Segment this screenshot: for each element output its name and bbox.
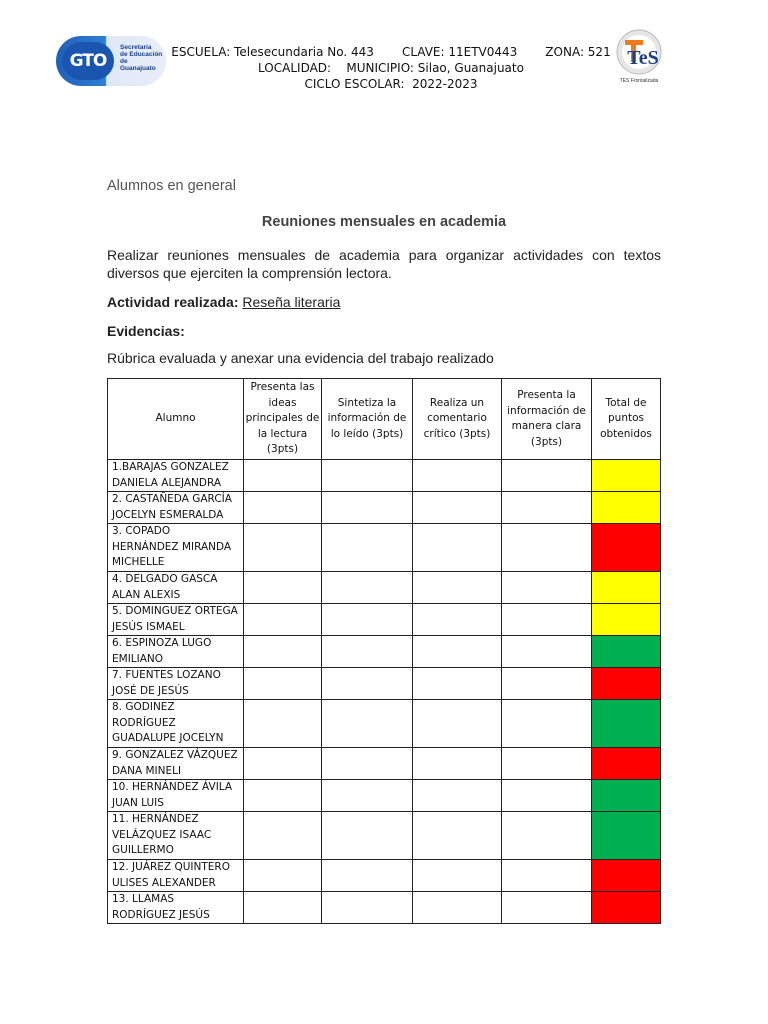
total-status-cell [592,636,661,668]
student-name-cell: 5. DOMINGUEZ ORTEGA JESÚS ISMAEL [108,604,244,636]
score-comentario-cell [413,524,502,572]
table-row [108,460,661,492]
school-key: CLAVE: 11ETV0443 [401,45,518,59]
score-presenta-cell [502,636,592,668]
score-presenta-cell [502,492,592,524]
table-row [108,812,661,860]
score-presenta-cell [502,860,592,892]
header-presenta-informacion: Presenta la información de manera clara (3pts) [502,379,592,460]
table-row [108,668,661,700]
total-status-cell [592,892,661,924]
gto-seg-logo [56,36,166,86]
score-ideas-cell [244,492,322,524]
student-name-cell: 11. HERNÁNDEZ VELÁZQUEZ ISAAC GUILLERMO [108,812,244,860]
header-alumno: Alumno [108,379,244,460]
table-row [108,604,661,636]
score-comentario-cell [413,492,502,524]
score-sintetiza-cell [322,604,413,636]
total-status-cell [592,668,661,700]
score-presenta-cell [502,572,592,604]
score-comentario-cell [413,812,502,860]
score-ideas-cell [244,524,322,572]
score-ideas-cell [244,636,322,668]
activity-value: Reseña literaria [242,294,341,310]
total-status-cell [592,812,661,860]
total-status-cell [592,492,661,524]
school-zone: ZONA: 521 [545,45,611,59]
total-status-cell [592,460,661,492]
student-name-cell: 13. LLAMAS RODRÍGUEZ JESÚS [108,892,244,924]
total-status-cell [592,780,661,812]
rubric-table [107,378,661,924]
score-sintetiza-cell [322,860,413,892]
score-ideas-cell [244,700,322,748]
table-row [108,492,661,524]
gto-logo-text: Secretaría de Educación de Guanajuato [120,44,163,72]
activity-line [107,294,340,310]
header-sintetiza: Sintetiza la información de lo leído (3pts) [322,379,413,460]
table-header-row [108,379,661,460]
score-presenta-cell [502,892,592,924]
total-status-cell [592,860,661,892]
total-status-cell [592,748,661,780]
page-title: Reuniones mensuales en academia [261,214,507,230]
score-sintetiza-cell [322,572,413,604]
score-comentario-cell [413,892,502,924]
score-sintetiza-cell [322,780,413,812]
score-comentario-cell [413,860,502,892]
score-ideas-cell [244,748,322,780]
score-comentario-cell [413,460,502,492]
score-presenta-cell [502,748,592,780]
table-row [108,892,661,924]
score-ideas-cell [244,460,322,492]
total-status-cell [592,700,661,748]
student-name-cell: 4. DELGADO GASCA ALAN ALEXIS [108,572,244,604]
student-name-cell: 2. CASTAÑEDA GARCÍA JOCELYN ESMERALDA [108,492,244,524]
table-row [108,860,661,892]
score-presenta-cell [502,780,592,812]
total-status-cell [592,604,661,636]
rubric-note: Rúbrica evaluada y anexar una evidencia del trabajo realizado [107,350,494,366]
score-comentario-cell [413,572,502,604]
header-ideas-principales: Presenta las ideas principales de la lectura (3pts) [244,379,322,460]
score-presenta-cell [502,812,592,860]
score-comentario-cell [413,700,502,748]
score-sintetiza-cell [322,748,413,780]
score-presenta-cell [502,668,592,700]
score-presenta-cell [502,524,592,572]
score-ideas-cell [244,860,322,892]
objective-paragraph: Realizar reuniones mensuales de academia para organizar actividades con textos diversos que ejerciten la comprensión lectora. [107,247,661,281]
score-sintetiza-cell [322,460,413,492]
table-row [108,700,661,748]
score-comentario-cell [413,748,502,780]
student-name-cell: 1.BARAJAS GONZALEZ DANIELA ALEJANDRA [108,460,244,492]
score-comentario-cell [413,604,502,636]
score-ideas-cell [244,668,322,700]
student-name-cell: 3. COPADO HERNÁNDEZ MIRANDA MICHELLE [108,524,244,572]
score-sintetiza-cell [322,668,413,700]
table-row [108,636,661,668]
student-name-cell: 9. GONZALEZ VÁZQUEZ DANA MINELI [108,748,244,780]
document-header [56,28,666,91]
school-cycle: CICLO ESCOLAR: 2022-2023 [304,77,478,91]
school-info [171,44,611,92]
score-sintetiza-cell [322,812,413,860]
gto-logo-mark: GTO [62,42,114,80]
activity-label: Actividad realizada: [107,294,239,310]
section-label: Alumnos en general [107,178,236,194]
score-ideas-cell [244,604,322,636]
student-name-cell: 7. FUENTES LOZANO JOSÉ DE JESÚS [108,668,244,700]
score-ideas-cell [244,572,322,604]
school-info-line1 [171,44,611,60]
student-name-cell: 10. HERNÁNDEZ ÁVILA JUAN LUIS [108,780,244,812]
score-sintetiza-cell [322,492,413,524]
table-row [108,524,661,572]
student-name-cell: 12. JUÁREZ QUINTERO ULISES ALEXANDER [108,860,244,892]
school-name: ESCUELA: Telesecundaria No. 443 [171,45,374,59]
score-ideas-cell [244,892,322,924]
score-comentario-cell [413,636,502,668]
student-name-cell: 8. GODINEZ RODRÍGUEZ GUADALUPE JOCELYN [108,700,244,748]
score-comentario-cell [413,780,502,812]
header-comentario-critico: Realiza un comentario crítico (3pts) [413,379,502,460]
table-row [108,780,661,812]
score-sintetiza-cell [322,524,413,572]
tes-logo-text: TES Frontalizada [619,78,659,84]
header-total: Total de puntos obtenidos [592,379,661,460]
tes-logo-mark: TeS [627,47,659,69]
score-ideas-cell [244,780,322,812]
score-sintetiza-cell [322,700,413,748]
total-status-cell [592,524,661,572]
school-location: LOCALIDAD: MUNICIPIO: Silao, Guanajuato [258,61,524,75]
score-presenta-cell [502,604,592,636]
score-presenta-cell [502,700,592,748]
score-sintetiza-cell [322,892,413,924]
score-sintetiza-cell [322,636,413,668]
student-name-cell: 6. ESPINOZA LUGO EMILIANO [108,636,244,668]
evidence-label: Evidencias: [107,323,185,339]
score-presenta-cell [502,460,592,492]
table-body [108,460,661,924]
score-ideas-cell [244,812,322,860]
table-row [108,748,661,780]
total-status-cell [592,572,661,604]
score-comentario-cell [413,668,502,700]
table-row [108,572,661,604]
